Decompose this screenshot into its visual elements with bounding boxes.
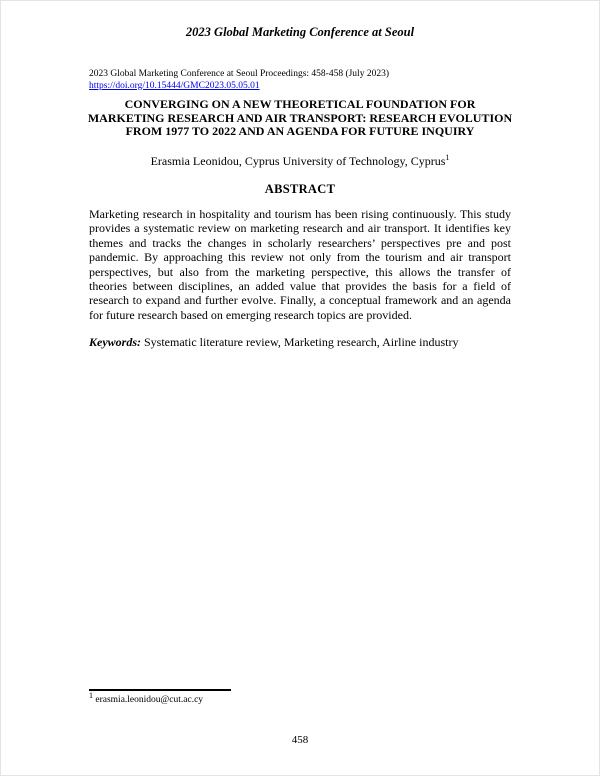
keywords-line: [89, 335, 511, 350]
paper-title-line-2: MARKETING RESEARCH AND AIR TRANSPORT: RESEARCH EVOLUTION: [87, 110, 513, 125]
keywords-text: Systematic literature review, Marketing research, Airline industry: [141, 335, 459, 349]
author-footnote-marker: 1: [445, 153, 450, 162]
running-header: 2023 Global Marketing Conference at Seoul: [185, 25, 415, 39]
author-affiliation-text: Erasmia Leonidou, Cyprus University of Technology, Cyprus: [150, 154, 446, 168]
abstract-body: Marketing research in hospitality and tourism has been rising continuously. This study provides a systematic review on marketing research and air transport. It identifies key themes and tracks the changes in scholarly researchers’ perspectives pre and post pandemic. By approaching this review not only from the tourism and air transport perspectives, but also from the marketing perspective, this allows the transfer of theories between disciplines, an added value that provides the basis for a field of research to expand and further evolve. Finally, a conceptual framework and an agenda for future research based on emerging research topics are provided.: [89, 207, 511, 322]
paper-title: [71, 98, 529, 139]
footnote-marker: 1: [89, 690, 93, 700]
footnote: [89, 690, 511, 705]
paper-title-line-3: FROM 1977 TO 2022 AND AN AGENDA FOR FUTURE INQUIRY: [125, 124, 475, 138]
page-number: 458: [291, 734, 309, 746]
keywords-label: Keywords:: [89, 335, 141, 349]
paper-title-line-1: CONVERGING ON A NEW THEORETICAL FOUNDATION FOR: [124, 97, 476, 111]
footnote-email: erasmia.leonidou@cut.ac.cy: [93, 695, 204, 705]
proceedings-citation-line: 2023 Global Marketing Conference at Seoul Proceedings: 458-458 (July 2023): [89, 69, 389, 79]
footnote-separator-rule: [89, 689, 231, 691]
proceedings-block: [89, 68, 511, 92]
doi-link[interactable]: https://doi.org/10.15444/GMC2023.05.05.01: [89, 81, 260, 91]
abstract-heading: ABSTRACT: [264, 182, 336, 196]
author-line: [89, 154, 511, 169]
